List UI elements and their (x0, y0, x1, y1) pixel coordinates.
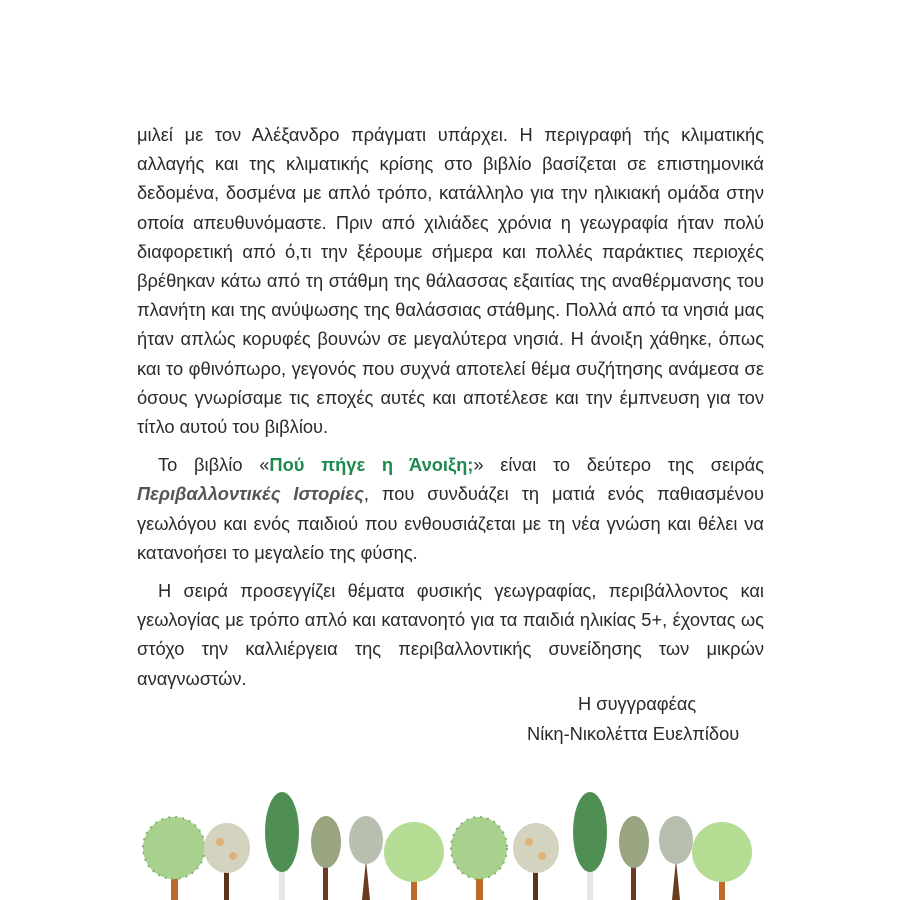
book-title: Πού πήγε η Άνοιξη; (269, 454, 474, 476)
row-of-trees-illustration (0, 790, 900, 900)
tree-icon (619, 816, 649, 900)
tree-icon (573, 792, 607, 900)
tree-icon (692, 822, 752, 900)
tree-icon (143, 817, 205, 900)
signature-role: Η συγγραφέας (578, 693, 697, 714)
p2-middle: » είναι το δεύτερο της σειράς (473, 454, 764, 476)
tree-icon (204, 823, 250, 900)
p2-after: , που συνδυάζει τη ματιά ενός παθιασμένου γεωλόγου και ενός παιδιού που ενθουσιάζεται με τη νέα γνώση και θέλει να κατανοήσει το μεγαλείο της φύσης. (137, 483, 764, 563)
tree-icon (659, 816, 693, 900)
paragraph-3: Η σειρά προσεγγίζει θέματα φυσικής γεωγραφίας, περιβάλλοντος και γεωλογίας με τρόπο απλό και κατανοητό για τα παιδιά ηλικίας 5+, έχοντας ως στόχο την καλλιέργεια της περιβαλλοντικής συνείδησης των μικρών αναγνωστών. (137, 580, 764, 689)
paragraph-1: μιλεί με τον Αλέξανδρο πράγματι υπάρχει. Η περιγραφή τής κλιματικής αλλαγής και της κλιματικής κρίσης στο βιβλίο βασίζεται σε επιστημονικά δεδομένα, δοσμένα με απλό τρόπο, κατάλληλο για την ηλικιακή ομάδα στην οποία απευθυνόμαστε. Πριν από χιλιάδες χρόνια η γεωγραφία ήταν πολύ διαφορετική από ό,τι την ξέρουμε σήμερα και πολλές παράκτιες περιοχές βρέθηκαν κάτω από τη στάθμη της θάλασσας εξαιτίας της αναθέρμανσης του πλανήτη και της ανύψωσης της θαλάσσιας στάθμης. Πολλά από τα νησιά μας ήταν απλώς κορυφές βουνών σε μεγαλύτερα νησιά. Η άνοιξη χάθηκε, όπως και το φθινόπωρο, γεγονός που συχνά αποτελεί θέμα συζήτησης ανάμεσα σε όσους γνωρίσαμε τις εποχές αυτές και αποτέλεσε και την έμπνευση για τον τίτλο αυτού του βιβλίου. (137, 124, 764, 438)
body-text (137, 120, 764, 702)
tree-icon (311, 816, 341, 900)
tree-icon (384, 822, 444, 900)
tree-icon (349, 816, 383, 900)
tree-icon (451, 817, 507, 900)
signature-name: Νίκη-Νικολέττα Ευελπίδου (527, 723, 740, 744)
paragraph-2 (137, 450, 764, 567)
p2-before: Το βιβλίο « (158, 454, 270, 476)
series-name: Περιβαλλοντικές Ιστορίες (137, 483, 364, 505)
tree-icon (265, 792, 299, 900)
tree-icon (513, 823, 559, 900)
